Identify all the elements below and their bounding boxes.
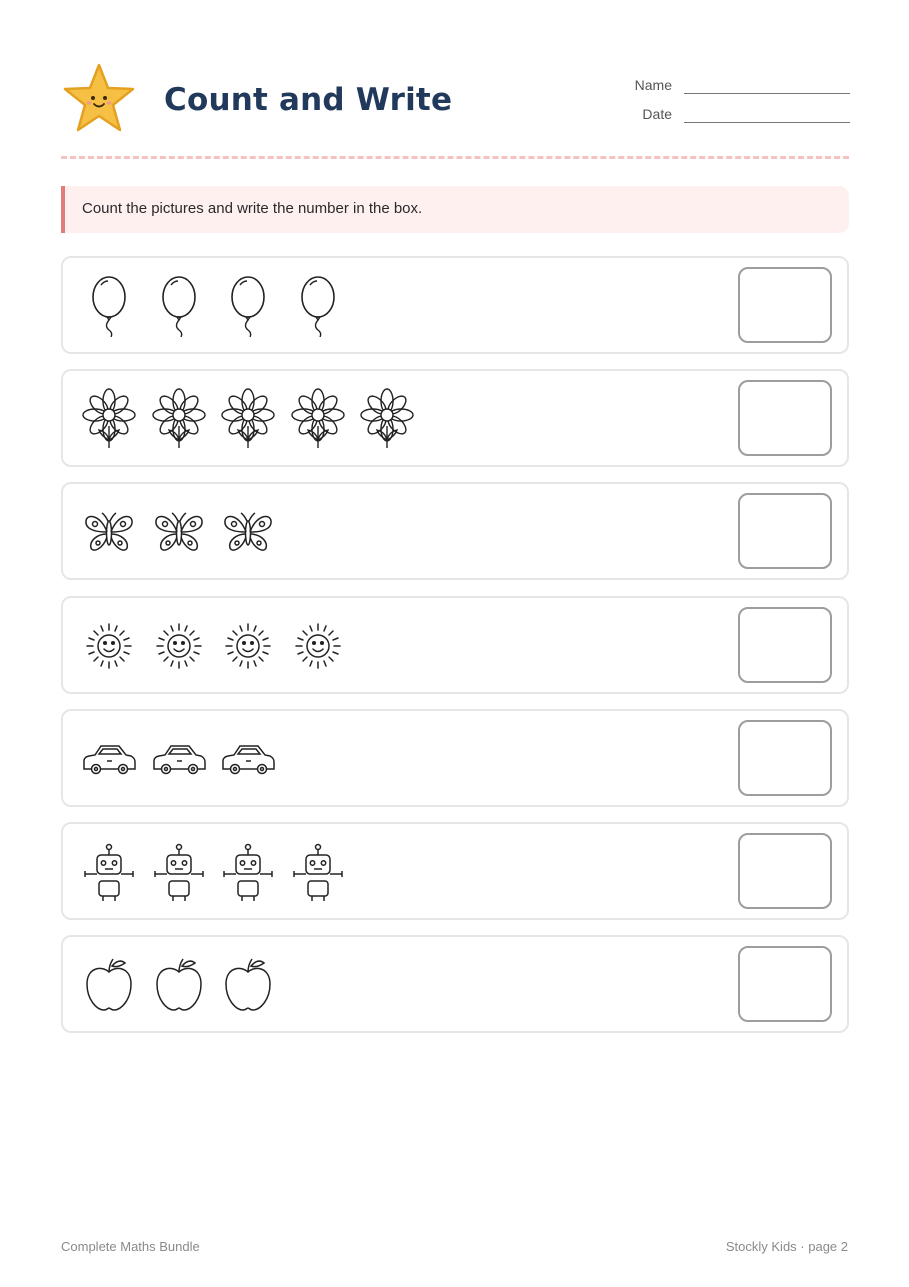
answer-box[interactable] [738, 720, 832, 796]
balloon-icon [290, 275, 346, 337]
apple-icon [220, 954, 276, 1016]
sun-icon [81, 615, 137, 677]
star-mascot-icon [62, 62, 136, 134]
butterfly-icon [220, 501, 276, 563]
answer-box[interactable] [738, 267, 832, 343]
page-title: Count and Write [164, 82, 453, 118]
sun-icon [290, 615, 346, 677]
robot-icon [220, 841, 276, 903]
flower-icon [81, 388, 137, 450]
instruction-text: Count the pictures and write the number in the box. [82, 200, 423, 217]
balloon-icon [151, 275, 207, 337]
flower-icon [220, 388, 276, 450]
exercise-row [61, 935, 849, 1033]
name-field[interactable] [620, 77, 850, 99]
car-icon [151, 728, 207, 790]
balloon-icon [220, 275, 276, 337]
name-label: Name [634, 77, 672, 93]
flower-icon [151, 388, 207, 450]
exercise-row [61, 596, 849, 694]
exercise-row [61, 482, 849, 580]
car-icon [220, 728, 276, 790]
footer-left: Complete Maths Bundle [61, 1239, 200, 1254]
answer-box[interactable] [738, 607, 832, 683]
exercise-row [61, 256, 849, 354]
robot-icon [151, 841, 207, 903]
butterfly-icon [151, 501, 207, 563]
flower-icon [359, 388, 415, 450]
flower-icon [290, 388, 346, 450]
date-line[interactable] [684, 122, 850, 123]
footer-right: Stockly Kids · page 2 [725, 1239, 848, 1254]
car-icon [81, 728, 137, 790]
apple-icon [81, 954, 137, 1016]
date-field[interactable] [620, 106, 850, 128]
answer-box[interactable] [738, 946, 832, 1022]
apple-icon [151, 954, 207, 1016]
exercise-row [61, 822, 849, 920]
worksheet-header [0, 0, 909, 150]
exercise-row [61, 709, 849, 807]
answer-box[interactable] [738, 380, 832, 456]
balloon-icon [81, 275, 137, 337]
sun-icon [220, 615, 276, 677]
header-divider [61, 156, 849, 159]
robot-icon [290, 841, 346, 903]
robot-icon [81, 841, 137, 903]
exercise-row [61, 369, 849, 467]
instruction-banner [61, 186, 849, 233]
answer-box[interactable] [738, 493, 832, 569]
name-line[interactable] [684, 93, 850, 94]
date-label: Date [642, 106, 672, 122]
butterfly-icon [81, 501, 137, 563]
sun-icon [151, 615, 207, 677]
answer-box[interactable] [738, 833, 832, 909]
